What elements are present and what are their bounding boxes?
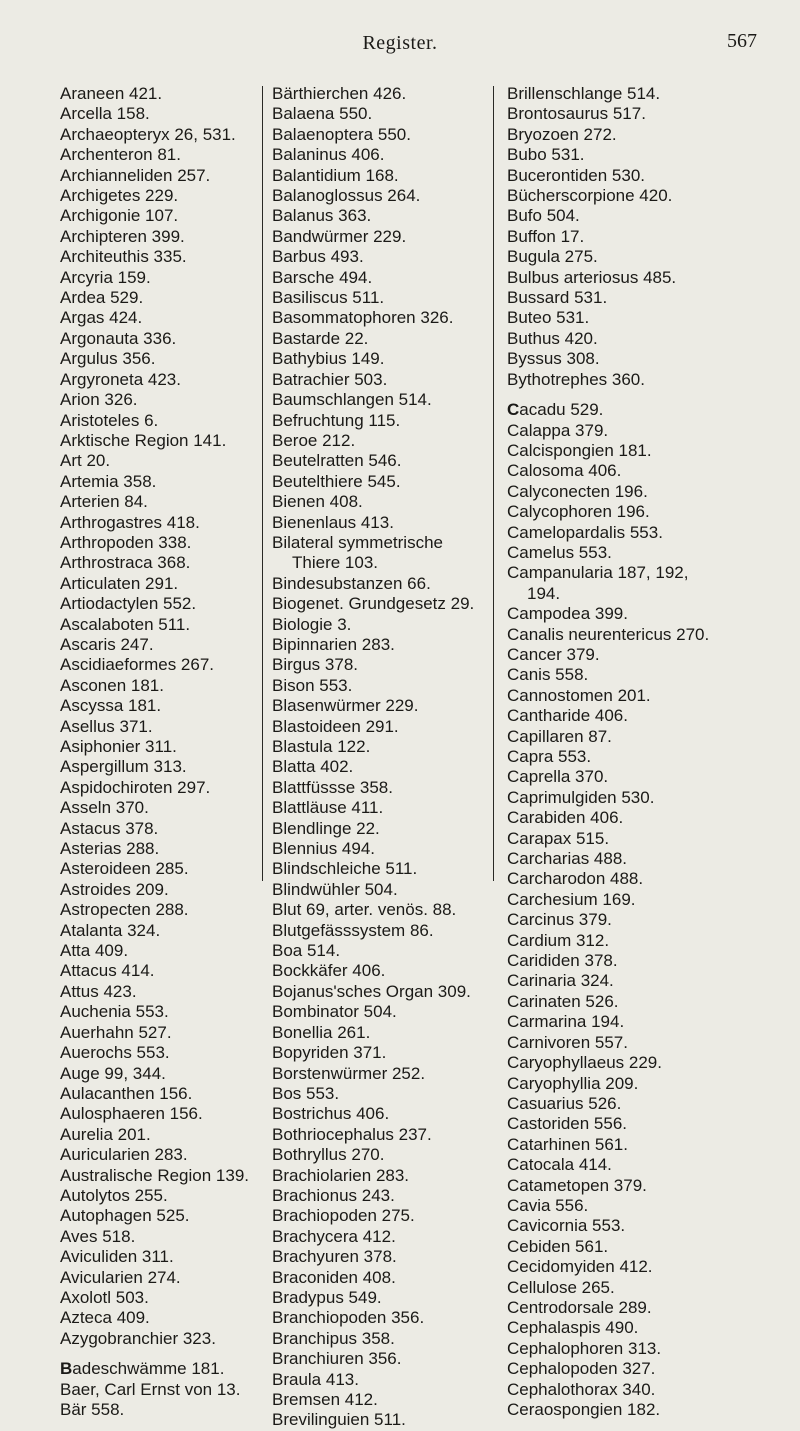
index-entry: Bojanus'sches Organ 309. [272,981,471,1001]
index-entry: Carcinus 379. [507,910,612,930]
index-entry: Borstenwürmer 252. [272,1063,426,1083]
index-entry: Arterien 84. [60,492,148,512]
index-entry: Archenteron 81. [60,145,181,165]
index-entry: Bathybius 149. [272,349,385,369]
index-entry: Batrachier 503. [272,369,388,389]
column-divider-1 [262,86,263,881]
index-entry: Cellulose 265. [507,1277,615,1297]
index-entry: Casuarius 526. [507,1093,622,1113]
index-entry: Blut 69, arter. venös. 88. [272,900,457,920]
index-entry: Basiliscus 511. [272,288,385,308]
index-entry: Bryozoen 272. [507,124,617,144]
index-entry: Argonauta 336. [60,328,177,348]
index-entry: Biologie 3. [272,614,352,634]
index-entry: Blindschleiche 511. [272,859,418,879]
index-entry: Bombinator 504. [272,1002,397,1022]
index-entry: Carchesium 169. [507,889,636,909]
index-column-3 [507,84,747,1420]
index-entry: Cephalopoden 327. [507,1359,656,1379]
index-entry: Castoriden 556. [507,1114,628,1134]
index-entry: Beroe 212. [272,430,356,450]
index-entry: Balaninus 406. [272,145,385,165]
index-entry: Bipinnarien 283. [272,634,395,654]
index-entry: Blennius 494. [272,839,376,859]
index-entry: Cannostomen 201. [507,685,651,705]
index-entry: Argyroneta 423. [60,369,181,389]
index-entry: Canalis neurentericus 270. [507,624,710,644]
index-entry: Biogenet. Grundgesetz 29. [272,594,475,614]
index-entry: Brachyuren 378. [272,1247,397,1267]
index-entry: Brachycera 412. [272,1226,396,1246]
index-entry: Bubo 531. [507,145,585,165]
index-entry: Archianneliden 257. [60,165,211,185]
index-entry: Bindesubstanzen 66. [272,573,431,593]
index-entry: Arion 326. [60,390,138,410]
index-entry: Arcella 158. [60,104,150,124]
index-entry: Braconiden 408. [272,1267,396,1287]
index-entry: Buthus 420. [507,328,598,348]
index-entry: Bockkäfer 406. [272,961,386,981]
index-entry: Carnivoren 557. [507,1032,628,1052]
index-entry: Carapax 515. [507,828,610,848]
index-entry: Bothryllus 270. [272,1145,385,1165]
index-entry: Caryophyllia 209. [507,1073,639,1093]
index-entry: Australische Region 139. [60,1165,250,1185]
index-entry: Cephalaspis 490. [507,1318,639,1338]
index-entry: Brevilinguien 511. [272,1410,406,1430]
index-entry: Azteca 409. [60,1308,150,1328]
index-entry: Branchiopoden 356. [272,1308,425,1328]
index-entry: Balanoglossus 264. [272,186,421,206]
index-entry: Branchiuren 356. [272,1349,402,1369]
index-entry: Bythotrephes 360. [507,369,645,389]
index-entry: Bilateral symmetrische [272,532,443,552]
index-entry: Calappa 379. [507,420,609,440]
index-entry: Thiere 103. [292,553,378,573]
index-entry: Cavia 556. [507,1195,589,1215]
index-entry: Carididen 378. [507,951,618,971]
index-entry: Barbus 493. [272,247,364,267]
index-entry: Calycophoren 196. [507,502,650,522]
index-entry: Arcyria 159. [60,267,151,287]
index-entry: Caprella 370. [507,767,609,787]
index-entry: Calosoma 406. [507,461,622,481]
index-entry: Axolotl 503. [60,1287,149,1307]
index-entry: Auerhahn 527. [60,1022,172,1042]
index-entry: Blendlinge 22. [272,818,380,838]
index-entry: Ascidiaeformes 267. [60,655,215,675]
index-entry: Bienen 408. [272,492,363,512]
index-entry: Brachiopoden 275. [272,1206,415,1226]
index-entry: Autophagen 525. [60,1206,190,1226]
index-entry: Bandwürmer 229. [272,226,407,246]
index-entry: Archigonie 107. [60,206,179,226]
index-entry: Blastula 122. [272,737,371,756]
index-entry: Ascaris 247. [60,634,154,654]
index-entry: Arktische Region 141. [60,430,227,450]
index-entry: Bär 558. [60,1400,125,1419]
index-entry: Articulaten 291. [60,573,179,593]
index-entry: Braula 413. [272,1369,359,1389]
index-entry: Blatta 402. [272,757,354,777]
index-entry: Auge 99, 344. [60,1063,166,1083]
page-number: 567 [727,30,757,52]
index-entry: Bonellia 261. [272,1022,371,1042]
index-entry: Buffon 17. [507,226,585,246]
index-entry: Branchipus 358. [272,1328,395,1348]
index-column-1 [60,84,260,1420]
index-entry: Befruchtung 115. [272,410,401,430]
index-entry: Azygobranchier 323. [60,1328,216,1348]
index-entry: Carmarina 194. [507,1012,625,1032]
index-entry: Caryophyllaeus 229. [507,1053,662,1073]
index-entry: Catocala 414. [507,1155,612,1175]
index-entry: Cavicornia 553. [507,1216,626,1236]
index-entry: Aviculiden 311. [60,1247,174,1267]
index-entry: Asseln 370. [60,798,149,818]
index-entry: Astroides 209. [60,879,169,899]
index-entry: Bradypus 549. [272,1287,382,1307]
index-entry: Cebiden 561. [507,1236,609,1256]
index-entry: Brontosaurus 517. [507,104,646,124]
index-entry: Atalanta 324. [60,920,161,940]
index-column-2 [272,84,492,1431]
index-entry: Arthrogastres 418. [60,512,200,532]
index-entry: Auricularien 283. [60,1145,188,1165]
index-entry: Autolytos 255. [60,1185,168,1205]
index-entry: Carinaria 324. [507,971,614,991]
index-entry: Aspidochiroten 297. [60,777,211,797]
index-entry: Campanularia 187, 192, [507,563,689,583]
index-entry: Astropecten 288. [60,900,189,920]
index-entry: Blutgefässsystem 86. [272,920,434,940]
index-entry: Cardium 312. [507,930,610,950]
index-entry: Asteroideen 285. [60,859,189,879]
index-entry: Balantidium 168. [272,165,399,185]
index-entry: Art 20. [60,451,111,471]
index-entry: Carcharias 488. [507,849,628,869]
index-entry: Cacadu 529. [507,400,604,420]
index-entry: Caprimulgiden 530. [507,787,655,807]
index-entry: Barsche 494. [272,267,373,287]
running-title: Register. [362,32,438,54]
index-entry: Calyconecten 196. [507,481,648,501]
index-entry: Aurelia 201. [60,1124,151,1144]
index-entry: Beutelratten 546. [272,451,402,471]
index-entry: 194. [527,583,561,603]
index-entry: Bücherscorpione 420. [507,186,673,206]
index-entry: Ardea 529. [60,288,144,308]
index-entry: Attacus 414. [60,961,155,981]
index-entry: Buteo 531. [507,308,590,328]
index-entry: Artiodactylen 552. [60,594,197,614]
index-entry: Aspergillum 313. [60,757,187,777]
index-entry: Bulbus arteriosus 485. [507,267,677,287]
index-entry: Capra 553. [507,747,592,766]
index-entry: Archipteren 399. [60,226,185,246]
index-entry: Baer, Carl Ernst von 13. [60,1379,241,1399]
index-entry: Artemia 358. [60,471,157,491]
index-entry: Camelopardalis 553. [507,522,663,542]
index-entry: Blasenwürmer 229. [272,696,419,716]
index-entry: Balaena 550. [272,104,373,124]
index-entry: Blattfüssse 358. [272,777,393,797]
index-entry: Bison 553. [272,675,353,695]
index-entry: Camelus 553. [507,542,612,562]
index-entry: Atta 409. [60,941,129,961]
index-entry: Aristoteles 6. [60,410,159,430]
index-entry: Auchenia 553. [60,1002,169,1022]
index-entry: Astacus 378. [60,818,159,838]
index-entry: Basommatophoren 326. [272,308,454,328]
index-entry: Catametopen 379. [507,1175,647,1195]
index-entry: Blattläuse 411. [272,798,384,818]
index-entry: Canis 558. [507,665,589,685]
index-entry: Campodea 399. [507,604,628,624]
index-entry: Brachiolarien 283. [272,1165,410,1185]
index-entry: Aves 518. [60,1226,136,1246]
index-entry: Arthrostraca 368. [60,553,191,573]
index-entry: Asellus 371. [60,716,153,736]
index-entry: Argulus 356. [60,349,156,369]
index-entry: Carabiden 406. [507,808,624,828]
index-entry: Avicularien 274. [60,1267,181,1287]
index-entry: Bucerontiden 530. [507,165,645,185]
index-entry: Attus 423. [60,981,137,1001]
index-entry: Byssus 308. [507,349,600,369]
index-entry: Blindwühler 504. [272,879,398,899]
index-entry: Bufo 504. [507,206,580,226]
index-entry: Bärthierchen 426. [272,84,407,103]
index-entry: Bothriocephalus 237. [272,1124,432,1144]
index-entry: Catarhinen 561. [507,1134,628,1154]
index-entry: Balanus 363. [272,206,372,226]
index-entry: Brillenschlange 514. [507,84,661,103]
index-entry: Blastoideen 291. [272,716,399,736]
index-entry: Boa 514. [272,941,341,961]
index-entry: Calcispongien 181. [507,440,652,460]
index-entry: Cephalophoren 313. [507,1338,662,1358]
index-entry: Archaeopteryx 26, 531. [60,124,236,144]
index-entry: Araneen 421. [60,84,163,103]
index-entry: Cecidomyiden 412. [507,1257,653,1277]
index-entry: Bastarde 22. [272,328,369,348]
index-entry: Arthropoden 338. [60,532,192,552]
index-entry: Badeschwämme 181. [60,1359,225,1379]
index-entry: Cancer 379. [507,644,600,664]
index-entry: Bos 553. [272,1083,340,1103]
index-entry: Balaenoptera 550. [272,124,411,144]
index-entry: Bopyriden 371. [272,1043,387,1063]
index-entry: Aulosphaeren 156. [60,1104,203,1124]
index-entry: Asterias 288. [60,839,160,859]
index-entry: Centrodorsale 289. [507,1297,652,1317]
index-entry: Ascyssa 181. [60,696,162,716]
index-entry: Ascalaboten 511. [60,614,191,634]
index-entry: Capillaren 87. [507,726,612,746]
index-entry: Bostrichus 406. [272,1104,390,1124]
index-entry: Bugula 275. [507,247,598,267]
index-entry: Asconen 181. [60,675,164,695]
index-entry: Archigetes 229. [60,186,179,206]
index-entry: Bienenlaus 413. [272,512,394,532]
index-entry: Beutelthiere 545. [272,471,401,491]
index-entry: Argas 424. [60,308,143,328]
index-entry: Architeuthis 335. [60,247,187,267]
index-entry: Birgus 378. [272,655,358,675]
index-entry: Carinaten 526. [507,991,619,1011]
index-entry: Bussard 531. [507,288,608,308]
index-entry: Asiphonier 311. [60,737,177,756]
index-entry: Cantharide 406. [507,706,628,726]
index-entry: Aulacanthen 156. [60,1083,193,1103]
index-entry: Bremsen 412. [272,1390,378,1409]
index-entry: Carcharodon 488. [507,869,644,889]
index-entry: Auerochs 553. [60,1043,170,1063]
index-entry: Brachionus 243. [272,1185,395,1205]
index-entry: Baumschlangen 514. [272,390,432,410]
index-entry: Ceraospongien 182. [507,1400,661,1419]
column-divider-2 [493,86,494,881]
index-entry: Cephalothorax 340. [507,1379,656,1399]
